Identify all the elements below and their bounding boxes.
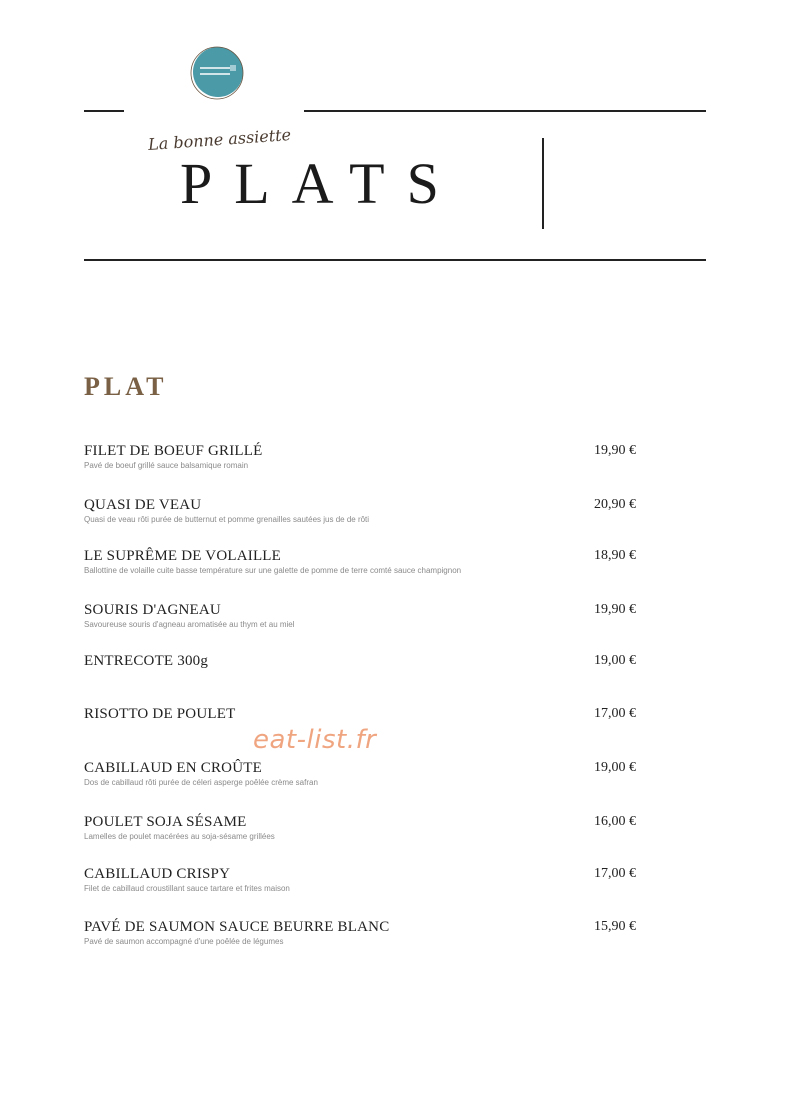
item-description: Quasi de veau rôti purée de butternut et pomme grenailles sautées jus de de rôti bbox=[84, 515, 370, 524]
menu-item bbox=[84, 866, 644, 893]
menu-item bbox=[84, 602, 644, 629]
item-description: Savoureuse souris d'agneau aromatisée au thym et au miel bbox=[84, 620, 295, 629]
menu-item bbox=[84, 548, 644, 575]
item-name: LE SUPRÊME DE VOLAILLE bbox=[84, 548, 282, 564]
item-price: 19,90 € bbox=[594, 443, 636, 458]
section-title: PLAT bbox=[84, 372, 168, 401]
logo-text: La bonne assiette bbox=[147, 125, 292, 154]
restaurant-logo bbox=[140, 44, 292, 154]
header-rule-left bbox=[84, 110, 124, 112]
item-price: 17,00 € bbox=[594, 706, 636, 721]
item-price: 16,00 € bbox=[594, 814, 636, 829]
item-description: Dos de cabillaud rôti purée de céleri asperge poêlée crème safran bbox=[84, 778, 318, 787]
item-name: CABILLAUD CRISPY bbox=[84, 866, 231, 882]
item-name: FILET DE BOEUF GRILLÉ bbox=[84, 443, 263, 459]
title-rule-bottom bbox=[84, 259, 706, 261]
item-price: 18,90 € bbox=[594, 548, 636, 563]
item-price: 19,90 € bbox=[594, 602, 636, 617]
header-rule-right bbox=[304, 110, 706, 112]
page-title: PLATS bbox=[180, 151, 461, 216]
plate-fork-knife-icon bbox=[190, 44, 246, 100]
item-description: Ballottine de volaille cuite basse température sur une galette de pomme de terre comté sauce champignon bbox=[84, 566, 462, 575]
item-description: Pavé de saumon accompagné d'une poêlée de légumes bbox=[84, 937, 284, 946]
menu-item bbox=[84, 814, 644, 841]
item-name: QUASI DE VEAU bbox=[84, 497, 202, 513]
item-description: Filet de cabillaud croustillant sauce tartare et frites maison bbox=[84, 884, 290, 893]
item-name: PAVÉ DE SAUMON SAUCE BEURRE BLANC bbox=[84, 919, 390, 935]
menu-item bbox=[84, 919, 644, 946]
menu-item bbox=[84, 653, 644, 671]
title-divider bbox=[542, 138, 544, 229]
item-name: RISOTTO DE POULET bbox=[84, 706, 236, 722]
item-price: 20,90 € bbox=[594, 497, 636, 512]
menu-item bbox=[84, 497, 644, 524]
item-description: Lamelles de poulet macérées au soja-sésame grillées bbox=[84, 832, 275, 841]
item-name: CABILLAUD EN CROÛTE bbox=[84, 760, 262, 776]
item-price: 15,90 € bbox=[594, 919, 636, 934]
menu-item bbox=[84, 760, 644, 787]
item-price: 17,00 € bbox=[594, 866, 636, 881]
item-name: SOURIS D'AGNEAU bbox=[84, 602, 221, 618]
item-description: Pavé de boeuf grillé sauce balsamique romain bbox=[84, 461, 249, 470]
item-name: POULET SOJA SÉSAME bbox=[84, 814, 247, 830]
menu-item bbox=[84, 443, 644, 470]
menu-item bbox=[84, 706, 644, 724]
watermark: eat-list.fr bbox=[253, 725, 377, 755]
item-price: 19,00 € bbox=[594, 760, 636, 775]
item-name: ENTRECOTE 300g bbox=[84, 653, 209, 669]
item-price: 19,00 € bbox=[594, 653, 636, 668]
